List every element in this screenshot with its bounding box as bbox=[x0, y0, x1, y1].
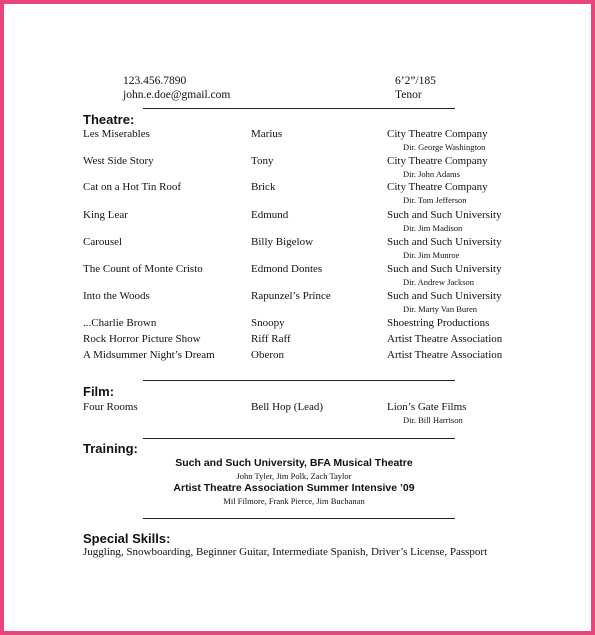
credit-show: Carousel bbox=[83, 236, 123, 248]
training-heading: Training: bbox=[83, 441, 138, 456]
phone-number: 123.456.7890 bbox=[123, 75, 187, 87]
credit-company: City Theatre Company bbox=[387, 155, 488, 167]
credit-company: City Theatre Company bbox=[387, 181, 488, 193]
credit-role: Billy Bigelow bbox=[251, 236, 314, 248]
credit-director: Dir. Jim Munroe bbox=[403, 250, 460, 260]
theatre-heading: Theatre: bbox=[83, 112, 135, 127]
credit-director: Dir. Bill Harrison bbox=[403, 415, 463, 425]
credit-show: Cat on a Hot Tin Roof bbox=[83, 181, 182, 193]
credit-director: Dir. George Washington bbox=[403, 142, 486, 152]
credit-director: Dir. Tom Jefferson bbox=[403, 195, 467, 205]
credit-director: Dir. Marty Van Buren bbox=[403, 304, 477, 314]
divider-line bbox=[143, 438, 455, 439]
credit-company: Artist Theatre Association bbox=[387, 349, 503, 361]
credit-company: Lion’s Gate Films bbox=[387, 401, 467, 413]
credit-company: Such and Such University bbox=[387, 236, 502, 248]
divider-line bbox=[143, 108, 455, 109]
email-address: john.e.doe@gmail.com bbox=[123, 89, 231, 101]
credit-show: Les Miserables bbox=[83, 128, 150, 140]
credit-role: Oberon bbox=[251, 349, 284, 361]
special-skills-heading: Special Skills: bbox=[83, 531, 171, 546]
divider-line bbox=[143, 380, 455, 381]
credit-company: Shoestring Productions bbox=[387, 317, 490, 329]
credit-show: Four Rooms bbox=[83, 401, 138, 413]
training-teachers: Mil Filmore, Frank Pierce, Jim Buchanan bbox=[223, 496, 365, 506]
credit-show: King Lear bbox=[83, 209, 128, 221]
credit-show: Rock Horror Picture Show bbox=[83, 333, 201, 345]
credit-role: Snoopy bbox=[251, 317, 285, 329]
credit-role: Marius bbox=[251, 128, 283, 140]
credit-role: Tony bbox=[251, 155, 274, 167]
credit-show: A Midsummer Night’s Dream bbox=[83, 349, 215, 361]
credit-role: Edmond Dontes bbox=[251, 263, 323, 275]
credit-company: Such and Such University bbox=[387, 209, 502, 221]
credit-company: Artist Theatre Association bbox=[387, 333, 503, 345]
training-teachers: John Tyler, Jim Polk, Zach Taylor bbox=[236, 471, 352, 481]
credit-role: Riff Raff bbox=[251, 333, 291, 345]
voice-type: Tenor bbox=[395, 89, 422, 101]
credit-role: Edmund bbox=[251, 209, 289, 221]
training-school: Artist Theatre Association Summer Intensive ’09 bbox=[173, 482, 415, 494]
credit-company: Such and Such University bbox=[387, 290, 502, 302]
training-school: Such and Such University, BFA Musical Theatre bbox=[175, 457, 413, 469]
credit-show: The Count of Monte Cristo bbox=[83, 263, 203, 275]
credit-role: Bell Hop (Lead) bbox=[251, 401, 324, 413]
credit-show: Into the Woods bbox=[83, 290, 150, 302]
credit-director: Dir. Jim Madison bbox=[403, 223, 463, 233]
credit-company: Such and Such University bbox=[387, 263, 502, 275]
credit-show: West Side Story bbox=[83, 155, 154, 167]
credit-role: Rapunzel’s Prince bbox=[251, 290, 331, 302]
credit-director: Dir. Andrew Jackson bbox=[403, 277, 475, 287]
credit-director: Dir. John Adams bbox=[403, 169, 460, 179]
credit-company: City Theatre Company bbox=[387, 128, 488, 140]
credit-show: ...Charlie Brown bbox=[83, 317, 157, 329]
special-skills-list: Juggling, Snowboarding, Beginner Guitar, Intermediate Spanish, Driver’s License, Passport bbox=[83, 546, 488, 558]
film-heading: Film: bbox=[83, 384, 115, 399]
divider-line bbox=[143, 518, 455, 519]
height-weight: 6’2”/185 bbox=[395, 75, 436, 87]
credit-role: Brick bbox=[251, 181, 276, 193]
